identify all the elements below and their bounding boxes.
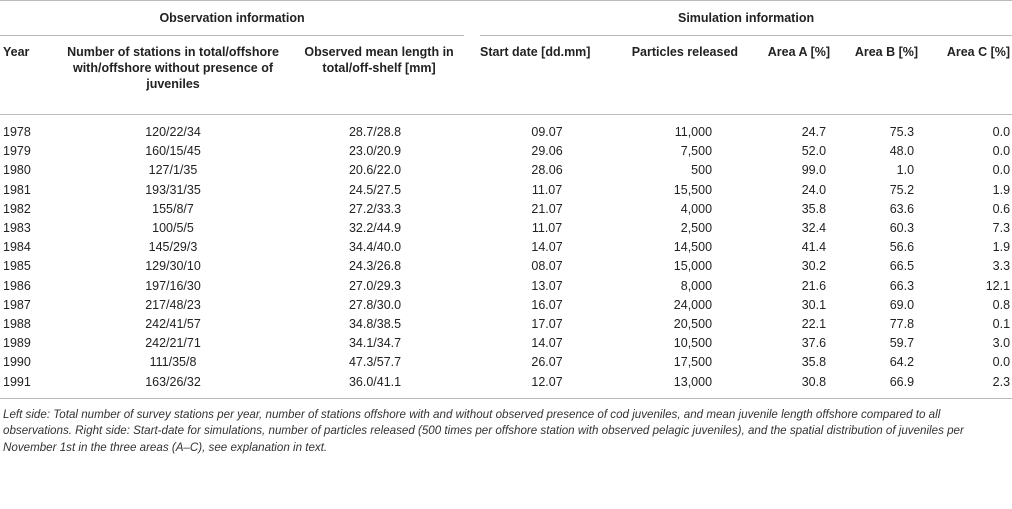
table-cell: 3.3 <box>992 259 1011 274</box>
table-cell: 14,500 <box>673 240 713 255</box>
table-cell: 14.07 <box>531 240 563 255</box>
table-cell: 11.07 <box>531 182 563 197</box>
table-row <box>0 315 1012 334</box>
table-cell: 30.2 <box>801 259 827 274</box>
table-cell: 29.06 <box>531 144 563 159</box>
table-cell: 0.0 <box>992 355 1011 370</box>
table-cell: 24.0 <box>801 182 827 197</box>
table-cell: 1.9 <box>992 182 1011 197</box>
group-header-row <box>0 1 1012 36</box>
table-cell: 197/16/30 <box>145 278 201 293</box>
col-area-a: Area A [%] <box>748 36 836 115</box>
table-cell: 27.2/33.3 <box>348 201 402 216</box>
table-cell: 1986 <box>3 278 31 293</box>
table-cell: 145/29/3 <box>148 240 198 255</box>
col-stations: Number of stations in total/offshore with/offshore without presence of juveniles <box>60 36 286 115</box>
table-cell: 75.3 <box>889 125 915 140</box>
table-cell: 0.1 <box>992 316 1011 331</box>
footnote: Left side: Total number of survey stations per year, number of stations offshore with and without observed presence of cod juveniles, and mean juvenile length offshore compared to all observations. Right side: Start-date for simulations, number of particles released (500 times per offshore station with observed pelagic juveniles), and the spatial distribution of juveniles per November 1st in the three areas (A–C), see explanation in text. <box>3 407 964 455</box>
table-cell: 163/26/32 <box>60 372 286 398</box>
group-observation: Observation information <box>0 1 464 36</box>
table-row <box>0 200 1012 219</box>
table-cell: 1991 <box>0 372 60 398</box>
table-cell: 14.07 <box>531 336 563 351</box>
table-cell: 8,000 <box>680 278 713 293</box>
table-cell: 242/21/71 <box>145 336 201 351</box>
table-cell: 66.5 <box>889 259 915 274</box>
col-area-c: Area C [%] <box>924 36 1012 115</box>
table-cell: 129/30/10 <box>145 259 201 274</box>
table-cell: 16.07 <box>531 297 563 312</box>
table-row <box>0 142 1012 161</box>
table-row <box>0 334 1012 353</box>
table-cell: 4,000 <box>680 201 713 216</box>
table-cell: 35.8 <box>801 355 827 370</box>
table-cell: 10,500 <box>673 336 713 351</box>
table-cell: 7.3 <box>992 221 1011 236</box>
table-cell: 15,500 <box>673 182 713 197</box>
table-cell: 3.0 <box>992 336 1011 351</box>
table-cell: 36.0/41.1 <box>286 372 464 398</box>
table-cell: 27.0/29.3 <box>348 278 402 293</box>
table-cell: 08.07 <box>531 259 563 274</box>
table-cell: 100/5/5 <box>152 221 194 236</box>
cell-gap <box>464 353 480 372</box>
cell-gap <box>464 142 480 161</box>
table-row <box>0 115 1012 143</box>
table-cell: 127/1/35 <box>148 163 198 178</box>
table-cell: 111/35/8 <box>149 355 197 370</box>
col-gap <box>464 36 480 115</box>
table-cell: 120/22/34 <box>145 125 201 140</box>
table-row <box>0 257 1012 276</box>
table-cell: 32.2/44.9 <box>348 221 402 236</box>
table-cell: 28.06 <box>531 163 563 178</box>
table-cell: 242/41/57 <box>145 316 201 331</box>
table-row <box>0 238 1012 257</box>
table-row <box>0 353 1012 372</box>
cell-gap <box>464 238 480 257</box>
table-cell: 0.6 <box>992 201 1011 216</box>
table-cell: 59.7 <box>889 336 915 351</box>
table-cell: 23.0/20.9 <box>348 144 402 159</box>
table-cell: 0.0 <box>992 163 1011 178</box>
col-particles: Particles released <box>614 36 748 115</box>
table-cell: 24,000 <box>673 297 713 312</box>
cell-gap <box>464 372 480 398</box>
table-cell: 69.0 <box>889 297 915 312</box>
cell-gap <box>464 257 480 276</box>
table-cell: 1987 <box>3 297 31 312</box>
table-cell: 2,500 <box>680 221 713 236</box>
table-cell: 56.6 <box>889 240 915 255</box>
cell-gap <box>464 161 480 180</box>
table-cell: 0.0 <box>992 144 1011 159</box>
table-cell: 1979 <box>3 144 31 159</box>
table-cell: 66.9 <box>836 372 924 398</box>
table-cell: 13.07 <box>531 278 563 293</box>
table-cell: 1.0 <box>896 163 915 178</box>
table-row <box>0 296 1012 315</box>
cell-gap <box>464 296 480 315</box>
table-cell: 160/15/45 <box>145 144 201 159</box>
table-cell: 20.6/22.0 <box>348 163 402 178</box>
table-cell: 1988 <box>3 316 31 331</box>
table-cell: 30.1 <box>801 297 827 312</box>
group-simulation: Simulation information <box>480 1 1012 36</box>
table-cell: 48.0 <box>889 144 915 159</box>
table-cell: 17,500 <box>673 355 713 370</box>
table-cell: 35.8 <box>801 201 827 216</box>
table-row <box>0 277 1012 296</box>
table-cell: 64.2 <box>889 355 915 370</box>
table-row <box>0 181 1012 200</box>
table-cell: 13,000 <box>614 372 748 398</box>
table-cell: 1989 <box>3 336 31 351</box>
cell-gap <box>464 315 480 334</box>
cell-gap <box>464 277 480 296</box>
cell-gap <box>464 200 480 219</box>
table-cell: 47.3/57.7 <box>348 355 402 370</box>
table-cell: 0.8 <box>992 297 1011 312</box>
cell-gap <box>464 115 480 143</box>
table-cell: 77.8 <box>889 316 915 331</box>
table-cell: 217/48/23 <box>145 297 201 312</box>
table-cell: 2.3 <box>924 372 1012 398</box>
table-cell: 12.07 <box>480 372 614 398</box>
table-cell: 1984 <box>3 240 31 255</box>
table-cell: 28.7/28.8 <box>348 125 402 140</box>
table-row <box>0 372 1012 398</box>
table-cell: 1.9 <box>992 240 1011 255</box>
table-cell: 1978 <box>3 125 31 140</box>
table-cell: 21.07 <box>531 201 563 216</box>
table-cell: 17.07 <box>531 316 563 331</box>
table-cell: 155/8/7 <box>152 201 194 216</box>
table-cell: 60.3 <box>889 221 915 236</box>
table-cell: 500 <box>691 163 713 178</box>
table-cell: 34.8/38.5 <box>348 316 402 331</box>
table-row <box>0 161 1012 180</box>
table-cell: 1985 <box>3 259 31 274</box>
table-cell: 15,000 <box>673 259 713 274</box>
col-length: Observed mean length in total/off-shelf [mm] <box>286 36 464 115</box>
table-cell: 37.6 <box>801 336 827 351</box>
table-body <box>0 115 1012 399</box>
table-cell: 7,500 <box>680 144 713 159</box>
col-year: Year <box>0 36 60 115</box>
table-cell: 99.0 <box>801 163 827 178</box>
cell-gap <box>464 181 480 200</box>
table-cell: 32.4 <box>801 221 827 236</box>
table-cell: 27.8/30.0 <box>348 297 402 312</box>
column-header-row <box>0 36 1012 115</box>
table-cell: 193/31/35 <box>145 182 201 197</box>
table-cell: 26.07 <box>531 355 563 370</box>
table-cell: 41.4 <box>801 240 827 255</box>
table-cell: 34.1/34.7 <box>348 336 402 351</box>
table-cell: 1983 <box>3 221 31 236</box>
table-cell: 1982 <box>3 201 31 216</box>
table-cell: 63.6 <box>889 201 915 216</box>
table-cell: 09.07 <box>531 125 563 140</box>
col-area-b: Area B [%] <box>836 36 924 115</box>
table-cell: 20,500 <box>673 316 713 331</box>
table-cell: 24.7 <box>801 125 827 140</box>
table-cell: 24.5/27.5 <box>348 182 402 197</box>
cell-gap <box>464 334 480 353</box>
cell-gap <box>464 219 480 238</box>
table-cell: 1980 <box>3 163 31 178</box>
table-cell: 75.2 <box>889 182 915 197</box>
table-cell: 1981 <box>3 182 31 197</box>
table-cell: 30.8 <box>748 372 836 398</box>
table-cell: 0.0 <box>992 125 1011 140</box>
col-start-date: Start date [dd.mm] <box>480 36 614 115</box>
table-row <box>0 219 1012 238</box>
table-cell: 11.07 <box>531 221 563 236</box>
table-cell: 24.3/26.8 <box>348 259 402 274</box>
table-cell: 1990 <box>3 355 31 370</box>
table-cell: 66.3 <box>889 278 915 293</box>
table-cell: 34.4/40.0 <box>348 240 402 255</box>
table-cell: 11,000 <box>674 125 713 140</box>
table-cell: 52.0 <box>801 144 827 159</box>
table-cell: 12.1 <box>985 278 1011 293</box>
table-cell: 22.1 <box>801 316 827 331</box>
group-gap <box>464 1 480 36</box>
table-cell: 21.6 <box>801 278 827 293</box>
